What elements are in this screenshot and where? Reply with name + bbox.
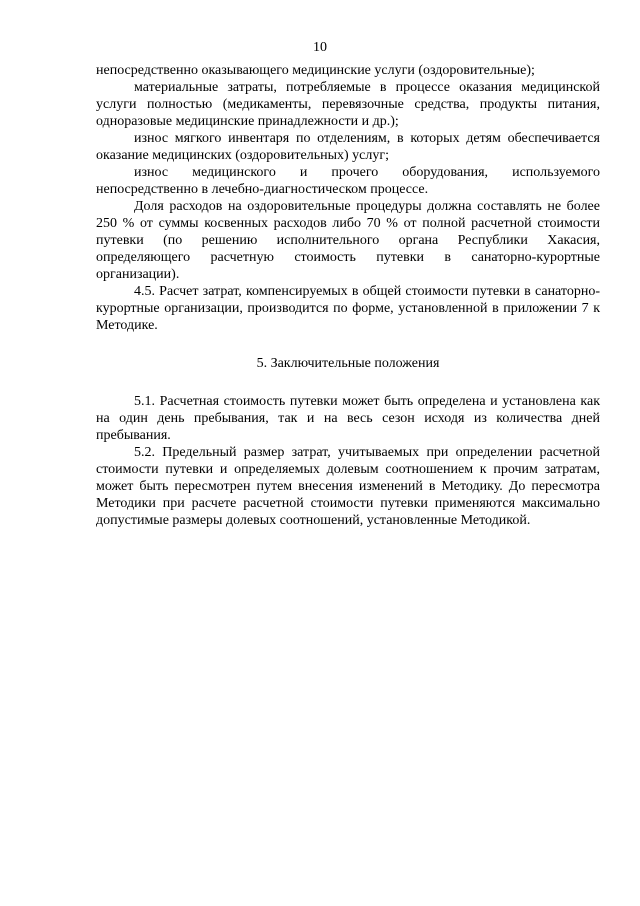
spacer bbox=[96, 372, 600, 393]
paragraphs-after-section bbox=[96, 393, 600, 529]
spacer bbox=[96, 334, 600, 355]
paragraphs-before-section bbox=[96, 62, 600, 334]
paragraph: 5.2. Предельный размер затрат, учитываемых при определении расчетной стоимости путевки и определяемых долевым соотношением к прочим затратам, может быть пересмотрен путем внесения изменений в Методику. До пересмотра Методики при расчете расчетной стоимости путевки применяются максимально допустимые размеры долевых соотношений, установленные Методикой. bbox=[96, 445, 600, 528]
paragraph: Доля расходов на оздоровительные процедуры должна составлять не более 250 % от суммы косвенных расходов либо 70 % от полной расчетной стоимости путевки (по решению исполнительного органа Республики Хакасия, определяющего расчетную стоимость путевки в санаторно-курортные организации). bbox=[96, 199, 600, 282]
document-body bbox=[96, 62, 600, 529]
paragraph: материальные затраты, потребляемые в процессе оказания медицинской услуги полностью (медикаменты, перевязочные средства, продукты питания, одноразовые медицинские принадлежности и др.); bbox=[96, 80, 600, 129]
paragraph: износ медицинского и прочего оборудования, используемого непосредственно в лечебно-диагностическом процессе. bbox=[96, 165, 600, 197]
paragraph: 4.5. Расчет затрат, компенсируемых в общей стоимости путевки в санаторно-курортные организации, производится по форме, установленной в приложении 7 к Методике. bbox=[96, 284, 600, 333]
paragraph: 5.1. Расчетная стоимость путевки может быть определена и установлена как на один день пребывания, так и на весь сезон исходя из количества дней пребывания. bbox=[96, 394, 600, 443]
paragraph: непосредственно оказывающего медицинские услуги (оздоровительные); bbox=[96, 63, 535, 78]
paragraph: износ мягкого инвентаря по отделениям, в которых детям обеспечивается оказание медицинских (оздоровительных) услуг; bbox=[96, 131, 600, 163]
section-title: 5. Заключительные положения bbox=[256, 356, 440, 371]
page-number: 10 bbox=[313, 40, 327, 55]
